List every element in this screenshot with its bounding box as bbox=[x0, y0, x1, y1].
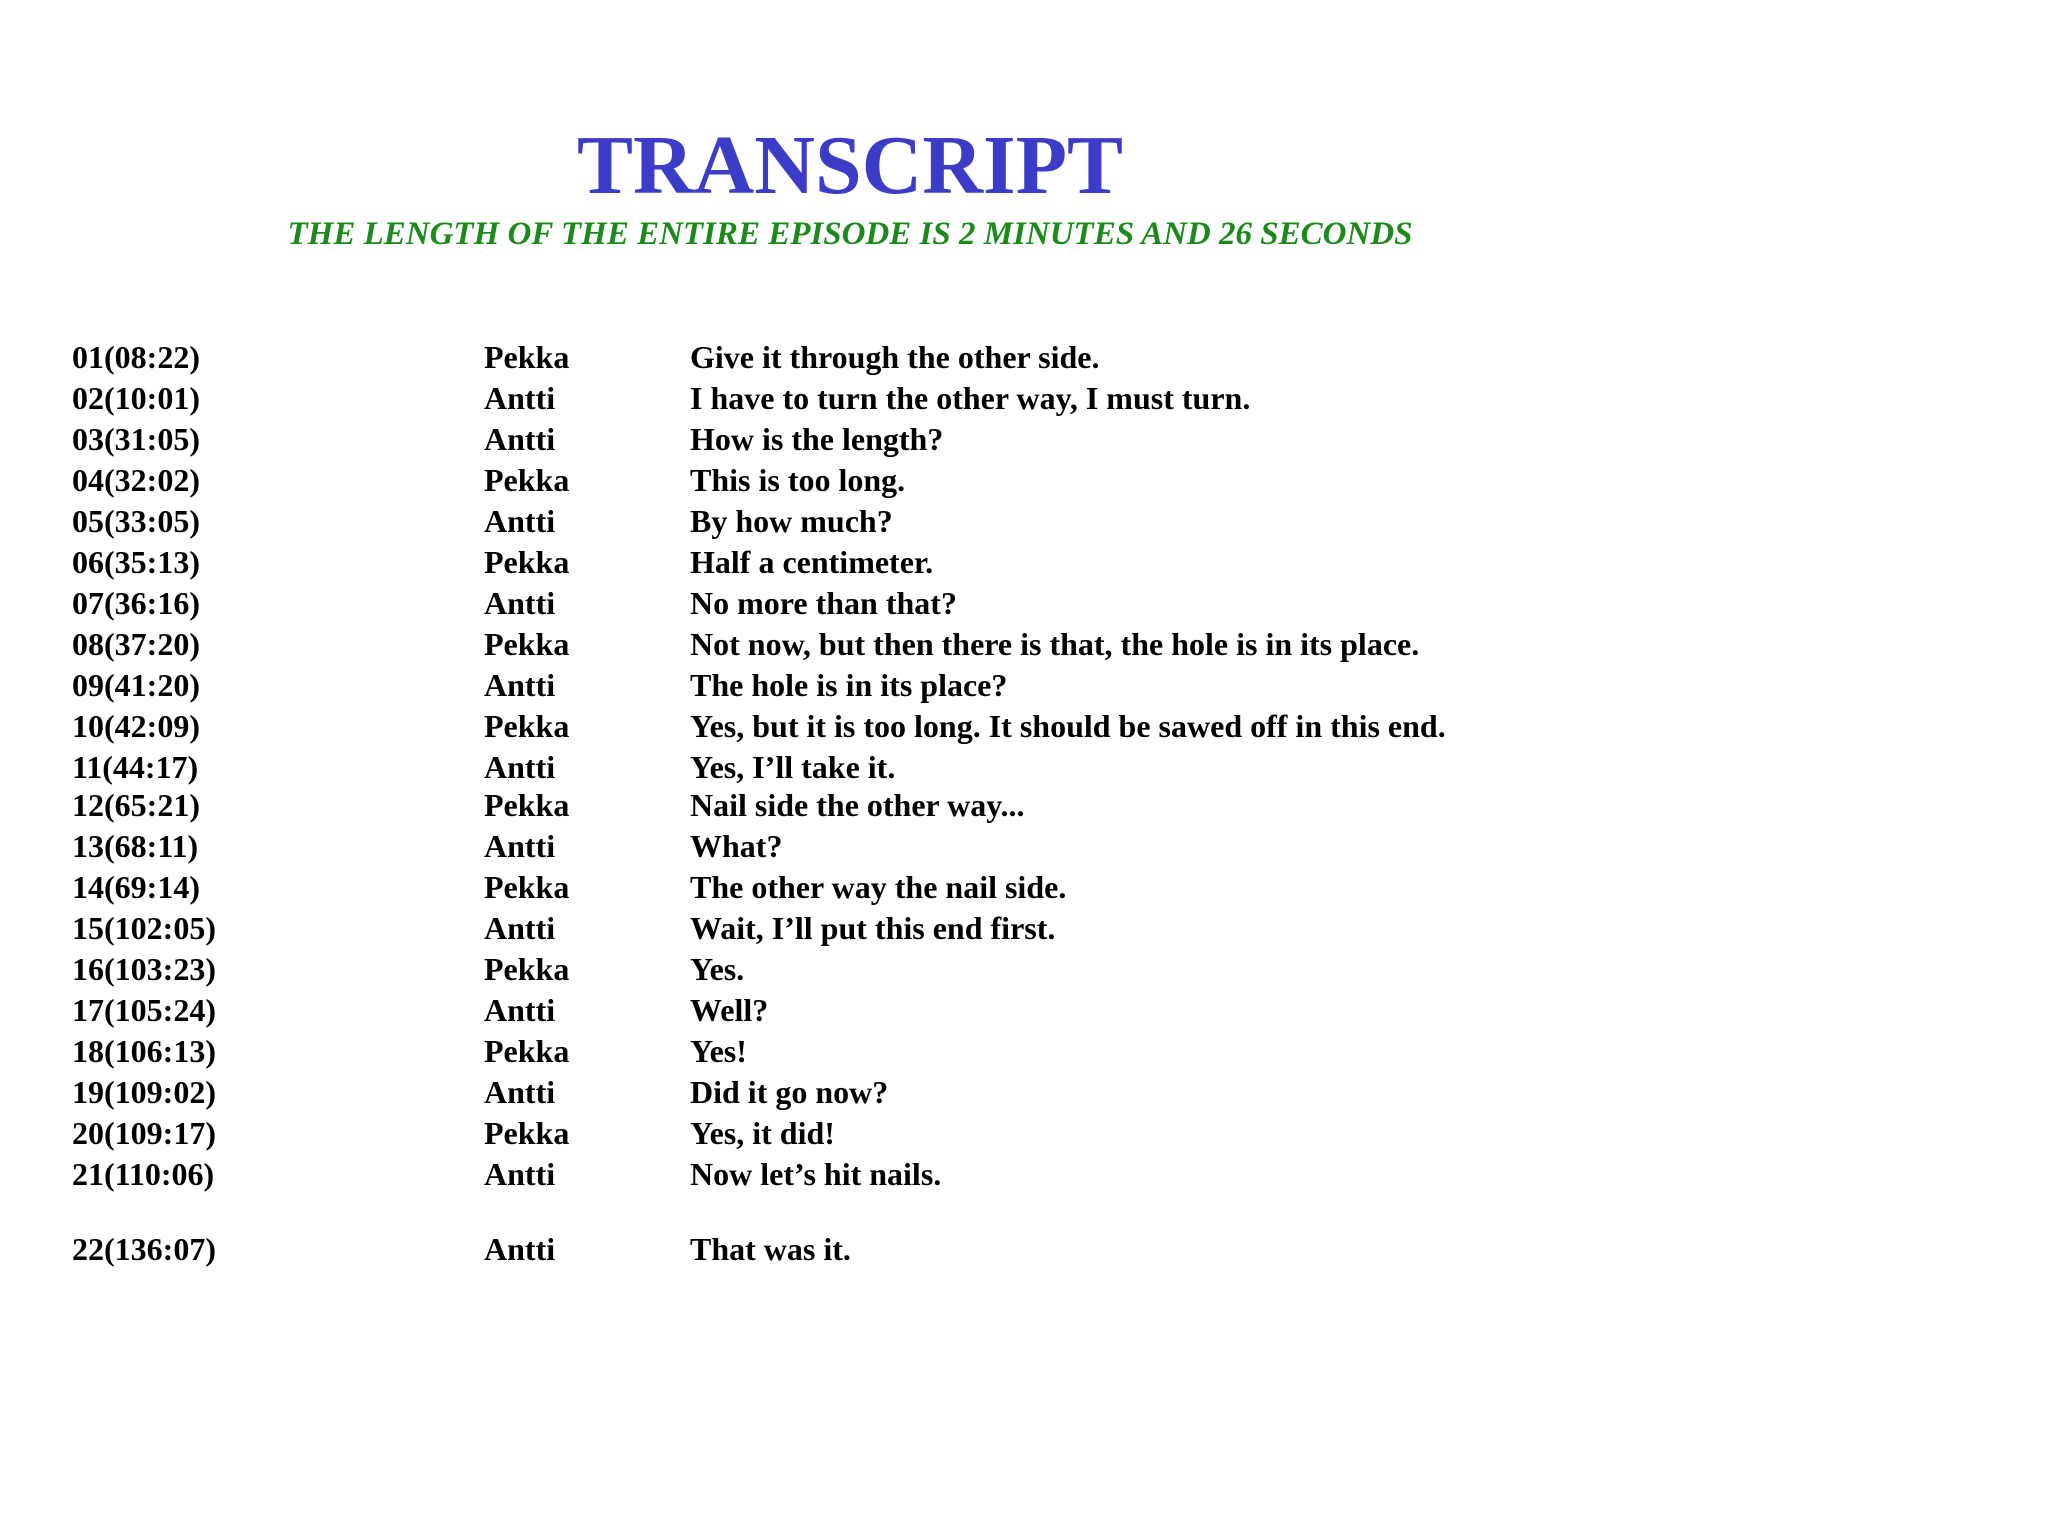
speaker: Pekka bbox=[484, 869, 570, 905]
speaker: Antti bbox=[484, 380, 556, 416]
episode-length-subtitle: THE LENGTH OF THE ENTIRE EPISODE IS 2 MINUTES AND 26 SECONDS bbox=[287, 216, 1413, 252]
speaker: Pekka bbox=[484, 339, 570, 375]
transcript-row bbox=[0, 501, 1600, 541]
timestamp: 07(36:16) bbox=[72, 585, 200, 621]
transcript-row bbox=[0, 1113, 1600, 1153]
speaker: Antti bbox=[484, 910, 556, 946]
speaker: Antti bbox=[484, 1231, 556, 1267]
transcript-row bbox=[0, 706, 1600, 746]
transcript-row bbox=[0, 460, 1600, 500]
timestamp: 05(33:05) bbox=[72, 503, 200, 539]
utterance: Yes. bbox=[690, 951, 745, 987]
utterance: I have to turn the other way, I must turn. bbox=[690, 380, 1251, 416]
utterance: Did it go now? bbox=[690, 1074, 889, 1110]
speaker: Antti bbox=[484, 1074, 556, 1110]
transcript-row bbox=[0, 419, 1600, 459]
timestamp: 16(103:23) bbox=[72, 951, 216, 987]
speaker: Antti bbox=[484, 503, 556, 539]
transcript-row bbox=[0, 1072, 1600, 1112]
timestamp: 08(37:20) bbox=[72, 626, 200, 662]
utterance: Give it through the other side. bbox=[690, 339, 1100, 375]
speaker: Pekka bbox=[484, 626, 570, 662]
transcript-row bbox=[0, 990, 1600, 1030]
utterance: Yes, it did! bbox=[690, 1115, 835, 1151]
transcript-row bbox=[0, 867, 1600, 907]
transcript-row bbox=[0, 747, 1600, 787]
timestamp: 06(35:13) bbox=[72, 544, 200, 580]
transcript-row bbox=[0, 1031, 1600, 1071]
speaker: Antti bbox=[484, 828, 556, 864]
utterance: That was it. bbox=[690, 1231, 851, 1267]
transcript-row bbox=[0, 785, 1600, 825]
utterance: Well? bbox=[690, 992, 769, 1028]
transcript-row bbox=[0, 337, 1600, 377]
timestamp: 13(68:11) bbox=[72, 828, 199, 864]
speaker: Pekka bbox=[484, 708, 570, 744]
speaker: Antti bbox=[484, 992, 556, 1028]
transcript-row bbox=[0, 826, 1600, 866]
utterance: By how much? bbox=[690, 503, 893, 539]
page-title: TRANSCRIPT bbox=[576, 119, 1124, 212]
utterance: Yes, I’ll take it. bbox=[690, 749, 896, 785]
timestamp: 12(65:21) bbox=[72, 787, 200, 823]
timestamp: 18(106:13) bbox=[72, 1033, 216, 1069]
transcript-row bbox=[0, 1229, 1600, 1269]
timestamp: 01(08:22) bbox=[72, 339, 200, 375]
speaker: Pekka bbox=[484, 787, 570, 823]
timestamp: 22(136:07) bbox=[72, 1231, 216, 1267]
timestamp: 15(102:05) bbox=[72, 910, 216, 946]
utterance: Half a centimeter. bbox=[690, 544, 934, 580]
timestamp: 21(110:06) bbox=[72, 1156, 215, 1192]
timestamp: 03(31:05) bbox=[72, 421, 200, 457]
speaker: Pekka bbox=[484, 544, 570, 580]
transcript-row bbox=[0, 378, 1600, 418]
utterance: Yes! bbox=[690, 1033, 747, 1069]
utterance: Wait, I’ll put this end first. bbox=[690, 910, 1056, 946]
utterance: Yes, but it is too long. It should be sawed off in this end. bbox=[690, 708, 1446, 744]
transcript-row bbox=[0, 583, 1600, 623]
speaker: Antti bbox=[484, 749, 556, 785]
speaker: Pekka bbox=[484, 1033, 570, 1069]
transcript-row bbox=[0, 542, 1600, 582]
timestamp: 20(109:17) bbox=[72, 1115, 216, 1151]
utterance: No more than that? bbox=[690, 585, 957, 621]
speaker: Pekka bbox=[484, 462, 570, 498]
utterance: Now let’s hit nails. bbox=[690, 1156, 942, 1192]
speaker: Antti bbox=[484, 1156, 556, 1192]
utterance: The hole is in its place? bbox=[690, 667, 1008, 703]
utterance: How is the length? bbox=[690, 421, 944, 457]
speaker: Antti bbox=[484, 421, 556, 457]
timestamp: 11(44:17) bbox=[72, 749, 199, 785]
utterance: Nail side the other way... bbox=[690, 787, 1025, 823]
utterance: The other way the nail side. bbox=[690, 869, 1067, 905]
timestamp: 09(41:20) bbox=[72, 667, 200, 703]
speaker: Antti bbox=[484, 667, 556, 703]
timestamp: 04(32:02) bbox=[72, 462, 200, 498]
utterance: This is too long. bbox=[690, 462, 906, 498]
transcript-row bbox=[0, 1154, 1600, 1194]
transcript-row bbox=[0, 624, 1600, 664]
timestamp: 14(69:14) bbox=[72, 869, 200, 905]
speaker: Pekka bbox=[484, 1115, 570, 1151]
utterance: Not now, but then there is that, the hole is in its place. bbox=[690, 626, 1420, 662]
speaker: Antti bbox=[484, 585, 556, 621]
transcript-row bbox=[0, 949, 1600, 989]
timestamp: 17(105:24) bbox=[72, 992, 216, 1028]
timestamp: 02(10:01) bbox=[72, 380, 200, 416]
timestamp: 10(42:09) bbox=[72, 708, 200, 744]
transcript-row bbox=[0, 908, 1600, 948]
timestamp: 19(109:02) bbox=[72, 1074, 216, 1110]
speaker: Pekka bbox=[484, 951, 570, 987]
transcript-row bbox=[0, 665, 1600, 705]
utterance: What? bbox=[690, 828, 783, 864]
